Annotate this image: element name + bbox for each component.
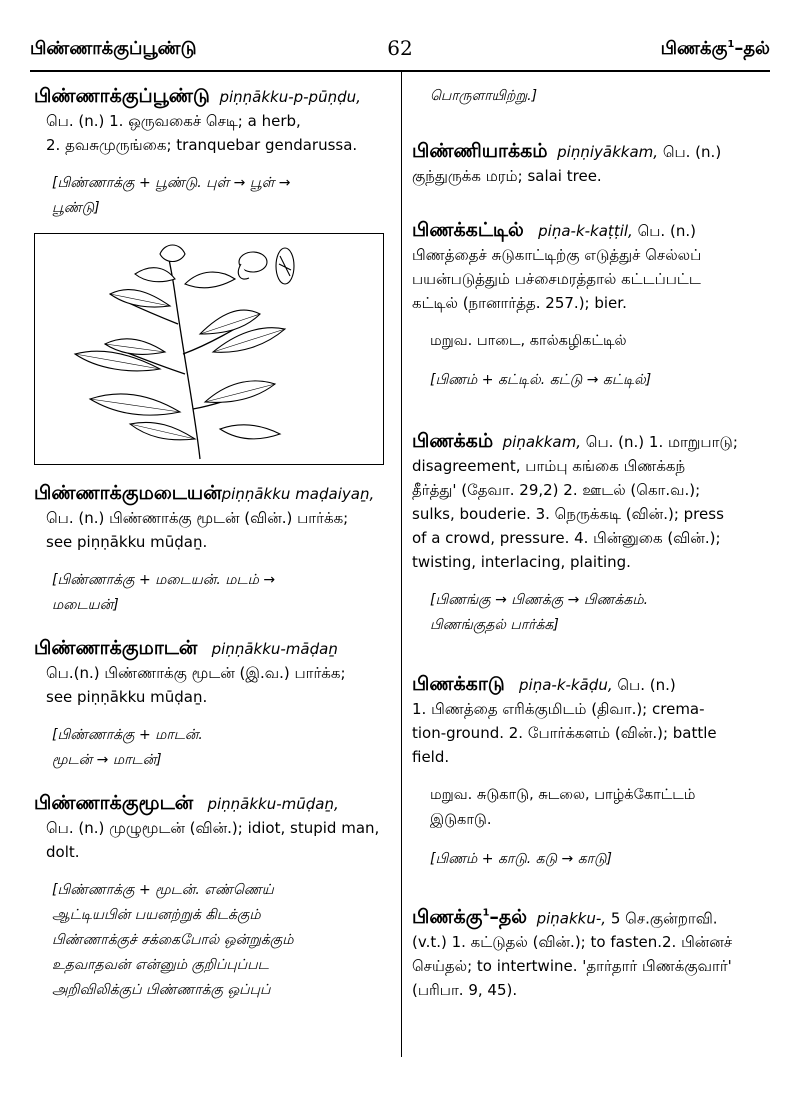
definition-line: பெ. (n.) 1. ஒருவகைச் செடி; a herb, — [46, 112, 301, 130]
etymology-line: [பிணம் + கட்டில். கட்டு → கட்டில்] — [430, 372, 652, 388]
transliteration: piṇa-k-kāḍu, — [519, 676, 613, 694]
transliteration: piṇakku-, — [536, 909, 607, 928]
transliteration: piṇṇākku-māḍaṉ — [211, 640, 338, 658]
page-number: 62 — [387, 36, 413, 60]
headword: பிண்ணாக்குமூடன் — [34, 792, 194, 814]
page-header — [30, 38, 770, 68]
header-right-guideword — [661, 38, 770, 61]
definition-line: தீர்த்து' (தேவா. 29,2) 2. ஊடல் (கொ.வ.); — [412, 481, 701, 499]
synonyms-line: இடுகாடு. — [430, 812, 492, 828]
definition-line: of a crowd, pressure. 4. பின்னுகை (வின்.); — [412, 529, 721, 547]
definition-line: (v.t.) 1. கட்டுதல் (வின்.); to fasten.2. பின்னச் — [412, 933, 733, 952]
guideword-main: பிணக்கு — [660, 38, 728, 59]
left-column — [34, 84, 390, 1021]
definition-line: (பரிபா. 9, 45). — [412, 981, 518, 1000]
etymology-line: பொருளாயிற்று.] — [430, 88, 538, 104]
etymology-line: மூடன் → மாடன்] — [52, 752, 162, 768]
dictionary-entry — [412, 218, 764, 393]
definition-line: field. — [412, 748, 450, 766]
etymology-line: மடையன்] — [52, 597, 119, 613]
guideword-tail: –தல் — [734, 38, 770, 59]
part-of-speech: பெ. (n.) — [662, 143, 722, 161]
transliteration: piṇṇākku maḍaiyaṉ, — [221, 485, 375, 503]
etymology-line: [பிண்ணாக்கு + மடையன். மடம் → — [52, 572, 276, 588]
etymology-line: பிண்ணாக்குச் சக்கைபோல் ஒன்றுக்கும் — [52, 932, 294, 948]
continued-etymology — [412, 84, 764, 109]
definition-line: பயன்படுத்தும் பச்சைமரத்தால் கட்டப்பட்ட — [412, 270, 701, 288]
header-rule — [30, 70, 770, 72]
etymology-line: பிணங்குதல் பார்க்க] — [430, 617, 559, 633]
etymology-line: [பிணங்கு → பிணக்கு → பிணக்கம். — [430, 592, 649, 608]
etymology-line: [பிண்ணாக்கு + மூடன். எண்ணெய் — [52, 882, 274, 898]
headword-tail: –தல் — [489, 906, 528, 929]
etymology-line: ஆட்டியபின் பயனற்றுக் கிடக்கும் — [52, 907, 261, 923]
definition-line: tion-ground. 2. போர்க்களம் (வின்.); battle — [412, 724, 717, 742]
headword: பிண்ணாக்குமடையன் — [34, 482, 222, 504]
synonyms-line: மறுவ. பாடை, கால்கழிகட்டில் — [430, 333, 627, 349]
etymology-line: [பிணம் + காடு. கடு → காடு] — [430, 851, 612, 867]
herb-drawing — [35, 234, 383, 464]
dictionary-entry — [34, 791, 390, 1003]
definition-line: see piṇṇākku mūḍaṉ. — [46, 533, 208, 551]
transliteration: piṇa-k-kaṭṭil, — [538, 222, 633, 240]
headword: பிண்ணியாக்கம் — [412, 140, 548, 162]
transliteration: piṇṇākku-p-pūṇḍu, — [219, 88, 361, 106]
definition-line: பெ. (n.) முழுமூடன் (வின்.); idiot, stupid man, — [46, 819, 380, 837]
dictionary-entry — [412, 902, 764, 1002]
definition-line: பெ.(n.) பிண்ணாக்கு மூடன் (இ.வ.) பார்க்க; — [46, 664, 346, 682]
definition-line: 2. தவசுமுருங்கை; tranquebar gendarussa. — [46, 136, 358, 154]
etymology-line: பூண்டு] — [52, 200, 100, 216]
headword — [412, 906, 527, 928]
part-of-speech: பெ. (n.) 1. மாறுபாடு; — [585, 433, 738, 451]
headword-main: பிணக்கு — [412, 906, 483, 929]
etymology-line: [பிண்ணாக்கு + பூண்டு. புள் → பூள் → — [52, 175, 291, 191]
headword: பிண்ணாக்குப்பூண்டு — [34, 85, 210, 107]
definition-line: 1. பிணத்தை எரிக்குமிடம் (திவா.); crema- — [412, 700, 705, 718]
headword: பிணக்காடு — [412, 673, 505, 695]
dictionary-entry — [34, 481, 390, 618]
definition-line: twisting, interlacing, plaiting. — [412, 553, 631, 571]
definition-line: see piṇṇākku mūḍaṉ. — [46, 688, 208, 706]
dictionary-entry — [412, 672, 764, 872]
column-divider — [401, 72, 402, 1057]
dictionary-entry — [412, 139, 764, 188]
part-of-speech: பெ. (n.) — [637, 222, 696, 240]
transliteration: piṇṇiyākkam, — [557, 143, 659, 161]
definition-line: செய்தல்; to intertwine. 'தார்தார் பிணக்குவார்' — [412, 957, 732, 976]
plant-illustration — [34, 233, 384, 465]
dictionary-entry — [34, 636, 390, 773]
dictionary-entry — [412, 429, 764, 638]
headword: பிணக்கம் — [412, 430, 494, 452]
etymology-line: [பிண்ணாக்கு + மாடன். — [52, 727, 203, 743]
headword: பிணக்கட்டில் — [412, 219, 524, 241]
definition-line: பிணத்தைச் சுடுகாட்டிற்கு எடுத்துச் செல்லப் — [412, 246, 702, 264]
headword: பிண்ணாக்குமாடன் — [34, 637, 198, 659]
part-of-speech: 5 செ.குன்றாவி. — [610, 909, 718, 928]
definition-line: disagreement, பாம்பு கங்கை பிணக்கந் — [412, 457, 686, 475]
etymology-line: அறிவிலிக்குப் பிண்ணாக்கு ஒப்புப் — [52, 982, 271, 998]
transliteration: piṇakkam, — [502, 433, 581, 451]
dictionary-entry — [34, 84, 390, 221]
right-column — [412, 84, 764, 1020]
headword-sup: 1 — [482, 908, 490, 919]
part-of-speech: பெ. (n.) — [617, 676, 676, 694]
definition-line: sulks, bouderie. 3. நெருக்கடி (வின்.); press — [412, 505, 724, 523]
etymology-line: உதவாதவன் என்னும் குறிப்புப்பட — [52, 957, 269, 973]
definition-line: பெ. (n.) பிண்ணாக்கு மூடன் (வின்.) பார்க்க; — [46, 509, 349, 527]
synonyms-line: மறுவ. சுடுகாடு, சுடலை, பாழ்க்கோட்டம் — [430, 787, 696, 803]
definition-line: குந்துருக்க மரம்; salai tree. — [412, 167, 602, 185]
transliteration: piṇṇākku-mūḍaṉ, — [207, 795, 339, 813]
guideword-sup: 1 — [727, 39, 735, 50]
header-left-guideword: பிண்ணாக்குப்பூண்டு — [30, 38, 197, 59]
definition-line: கட்டில் (நானார்த்த. 257.); bier. — [412, 294, 627, 312]
definition-line: dolt. — [46, 843, 80, 861]
